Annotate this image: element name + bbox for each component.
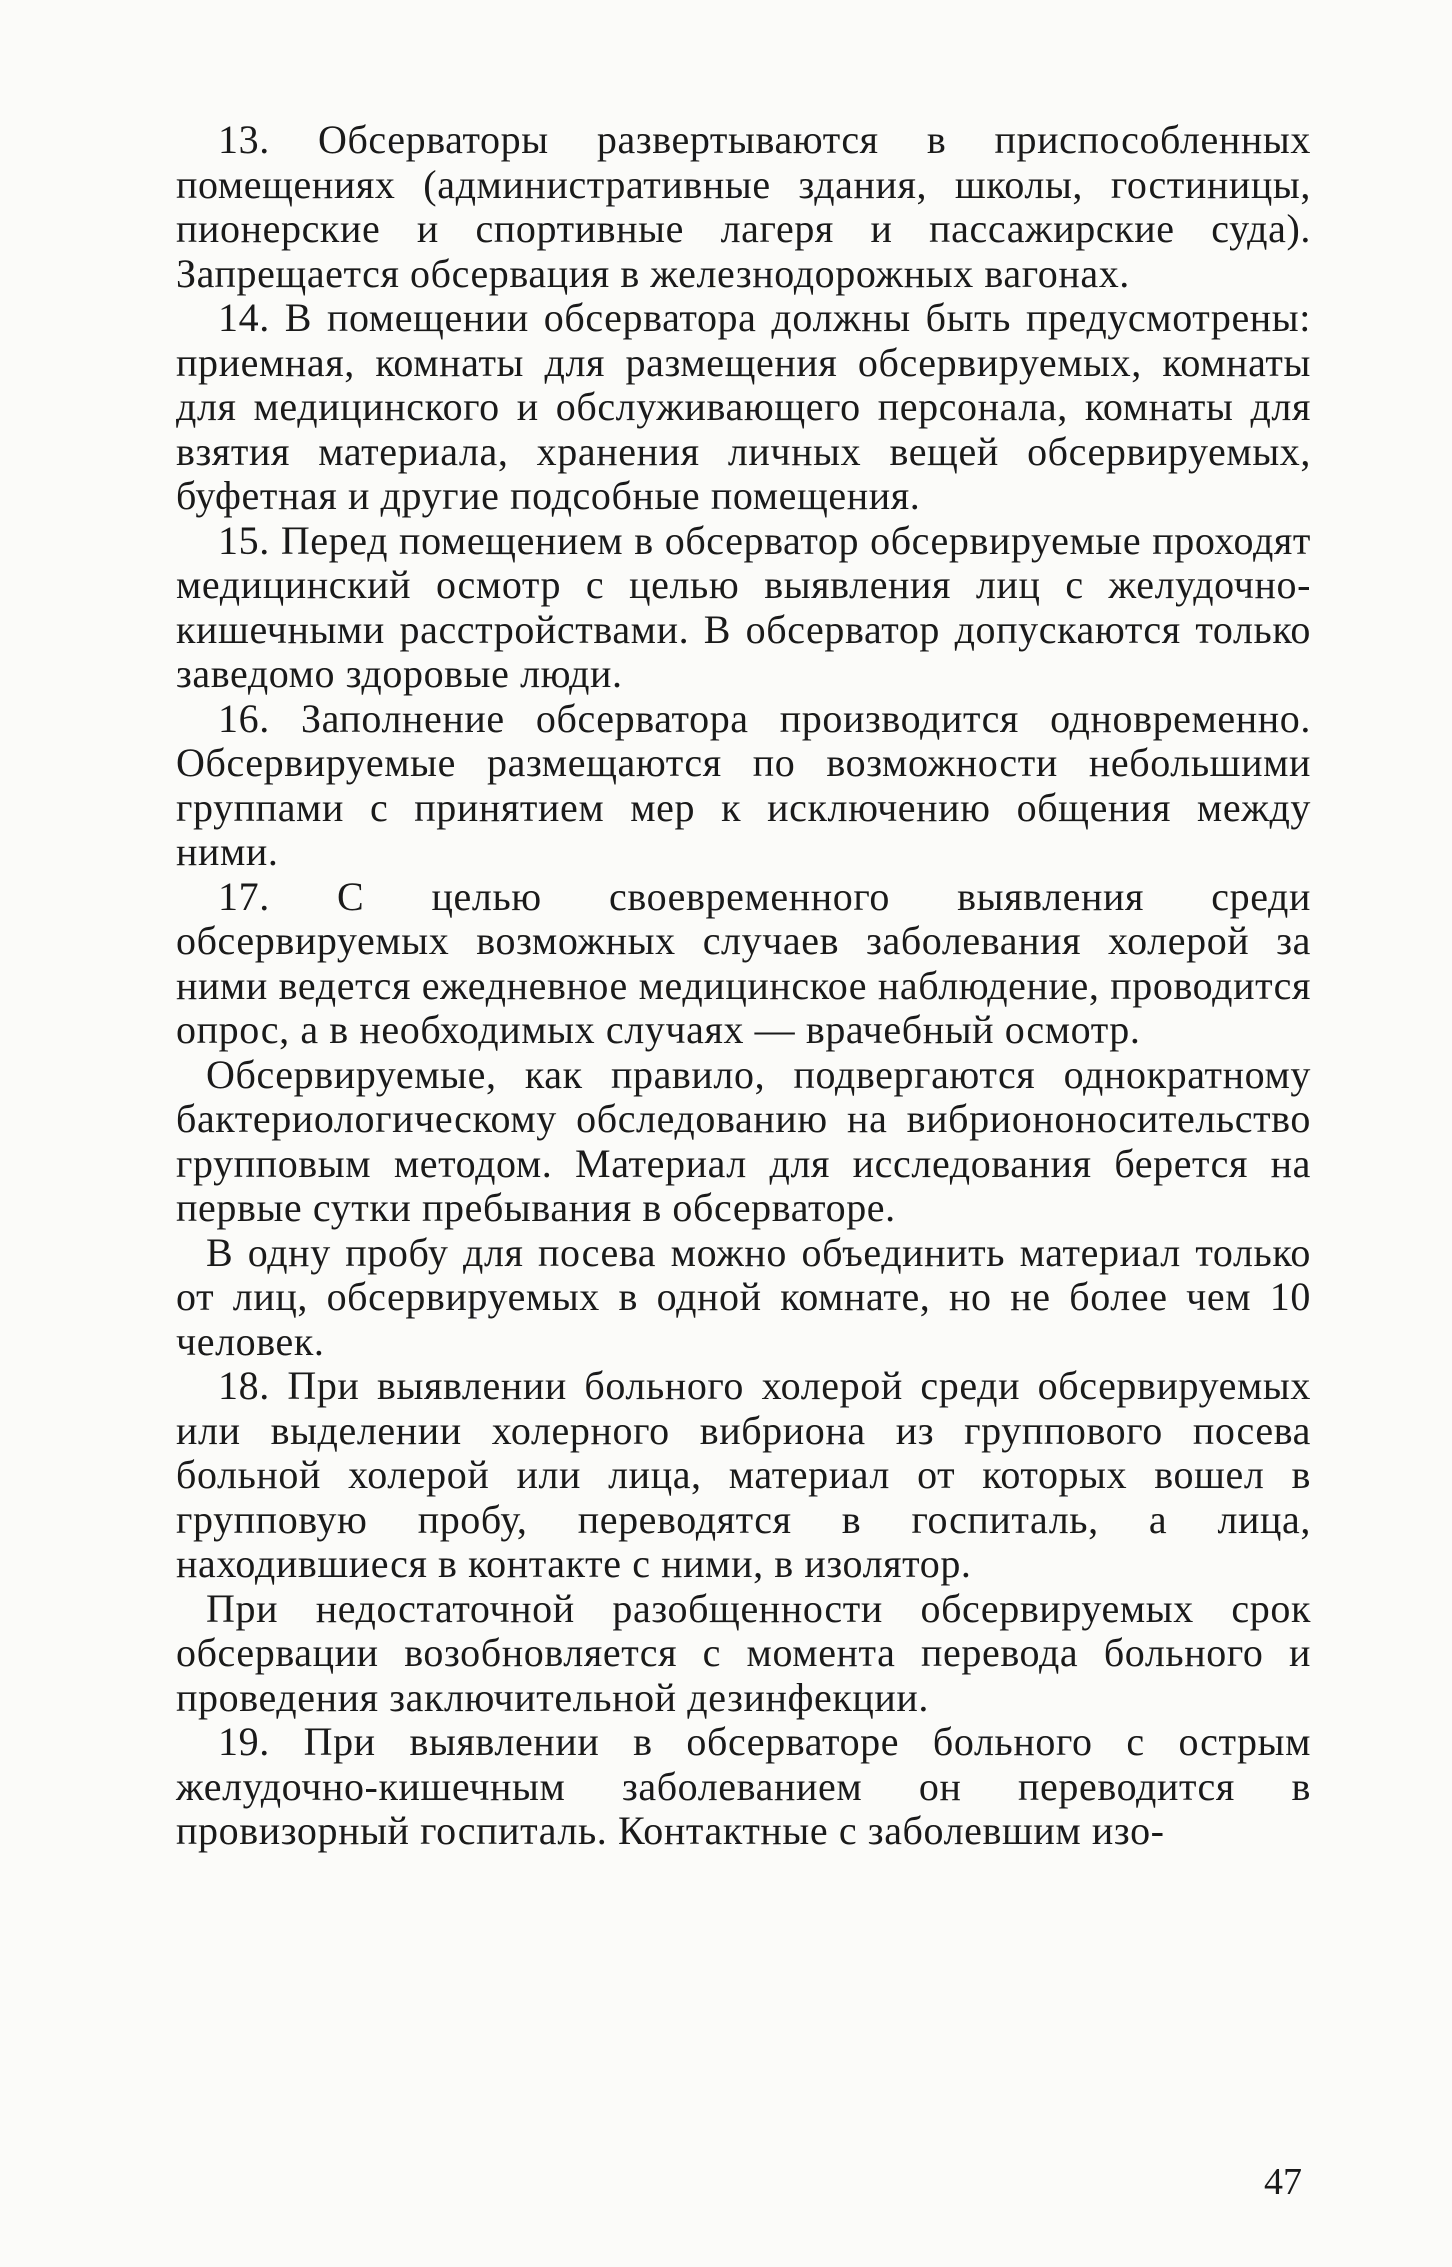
paragraph-19: 19. При выявлении в обсерваторе больного с острым желудочно-кишечным заболеванием он переводится в провизорный госпиталь. Контактные с заболевшим изо- [176,1719,1311,1853]
paragraph-17-bacteriological: Обсервируемые, как правило, подвергаются однократному бактериологическому обследованию на вибриононосительство групповым методом. Материал для исследования берется на первые сутки пребывания в обсерваторе. [176,1051,1311,1230]
paragraph-15: 15. Перед помещением в обсерватор обсервируемые проходят медицинский осмотр с целью выявления лиц с желудочно-кишечными расстройствами. В обсерватор допускаются только заведомо здоровые люди. [176,517,1311,696]
page-number: 47 [1264,2161,1302,2203]
paragraph-17: 17. С целью своевременного выявления среди обсервируемых возможных случаев заболевания холерой за ними ведется ежедневное медицинское наблюдение, проводится опрос, а в необходимых случаях — врачебный осмотр. [176,873,1311,1052]
paragraph-16: 16. Заполнение обсерватора производится одновременно. Обсервируемые размещаются по возможности небольшими группами с принятием мер к исключению общения между ними. [176,695,1311,874]
paragraph-18-isolation: При недостаточной разобщенности обсервируемых срок обсервации возобновляется с момента перевода больного и проведения заключительной дезинфекции. [176,1585,1311,1720]
paragraph-14: 14. В помещении обсерватора должны быть предусмотрены: приемная, комнаты для размещения обсервируемых, комнаты для медицинского и обслуживающего персонала, комнаты для взятия материала, хранения личных вещей обсервируемых, буфетная и другие подсобные помещения. [176,295,1311,518]
paragraph-17-sampling: В одну пробу для посева можно объединить материал только от лиц, обсервируемых в одной комнате, но не более чем 10 человек. [176,1229,1311,1364]
paragraph-13: 13. Обсерваторы развертываются в приспособленных помещениях (административные здания, школы, гостиницы, пионерские и спортивные лагеря и пассажирские суда). Запрещается обсервация в железнодорожных вагонах. [176,117,1311,296]
paragraph-18: 18. При выявлении больного холерой среди обсервируемых или выделении холерного вибриона из группового посева больной холерой или лица, материал от которых вошел в групповую пробу, переводятся в госпиталь, а лица, находившиеся в контакте с ними, в изолятор. [176,1363,1311,1586]
body-text [176,118,1311,1854]
